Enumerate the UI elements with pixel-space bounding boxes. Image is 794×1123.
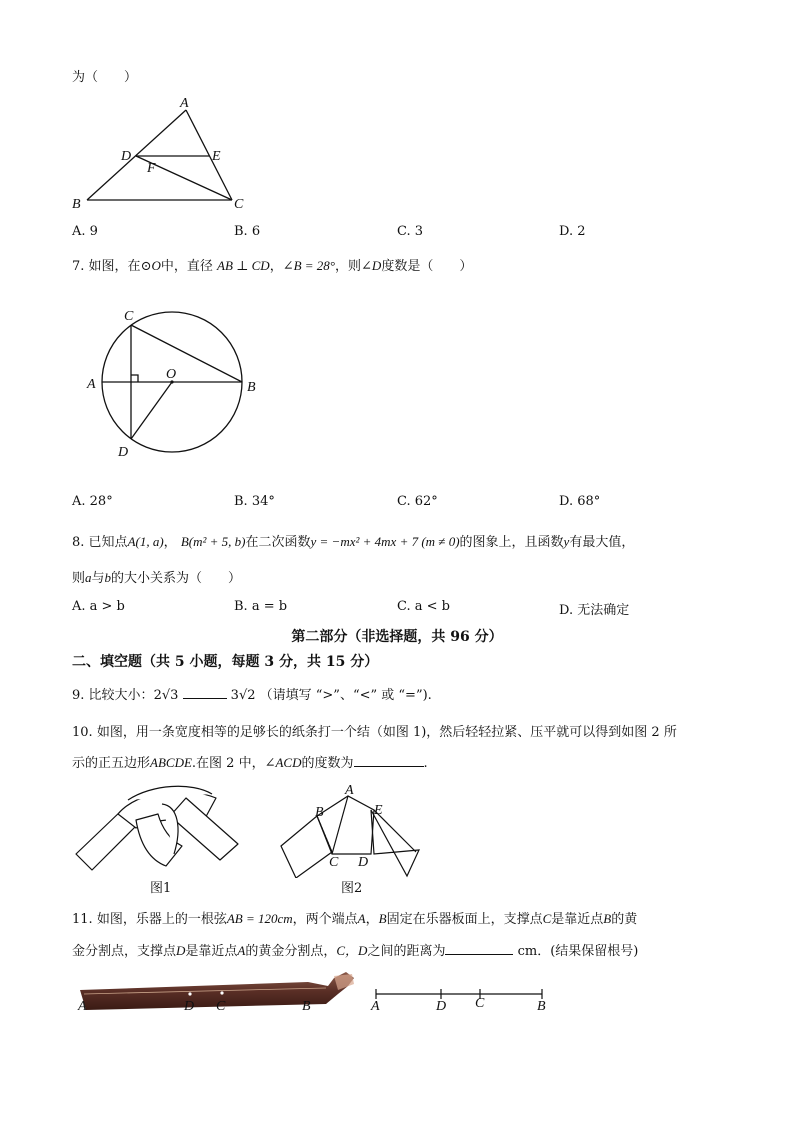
q6-label-f: F — [147, 161, 156, 176]
q7-option-c[interactable]: C. 62° — [397, 494, 438, 509]
q11-stem-line1: 11. 如图，乐器上的一根弦AB = 120cm，两个端点A，B固定在乐器板面上，支撑点C是靠近点B的黄 — [72, 911, 638, 927]
q7-circle-figure — [80, 298, 270, 463]
q10-angle: ∠ACD — [264, 755, 302, 770]
q9-number: 9. — [72, 688, 85, 703]
q7-option-d[interactable]: D. 68° — [559, 494, 601, 509]
q7-label-o: O — [166, 367, 177, 382]
q8-option-c[interactable]: C. a < b — [397, 599, 450, 614]
section2-title: 二、填空题（共 5 小题，每题 3 分，共 15 分） — [72, 654, 379, 670]
zither-label-c: C — [216, 999, 226, 1014]
q8-stem-line2: 则a与b的大小关系为（ ） — [72, 570, 242, 586]
q7-label-d: D — [118, 445, 129, 460]
q10-knot-figure — [66, 780, 250, 876]
q8-stem-line1: 8. 已知点A(1, a)， B(m² + 5, b)在二次函数y = −mx² + 4mx + 7 (m ≠ 0)的图象上，且函数y有最大值， — [72, 534, 635, 550]
segment-label-a: A — [371, 999, 380, 1014]
q6-option-c[interactable]: C. 3 — [397, 224, 424, 239]
q6-label-e: E — [212, 149, 221, 164]
q7-number: 7. — [72, 259, 85, 274]
q10-pentagon: ABCDE — [150, 755, 192, 770]
q9-left-expr: 2√3 — [153, 688, 179, 703]
q10-fig2-label-b: B — [315, 805, 324, 820]
segment-label-b: B — [537, 999, 546, 1014]
q6-label-a: A — [180, 96, 189, 111]
q10-pentagon-figure — [276, 782, 424, 878]
q8-number: 8. — [72, 535, 85, 550]
zither-instrument-image — [76, 964, 360, 1016]
q10-fig2-label-d: D — [358, 855, 369, 870]
q6-stem-tail: 为（ ） — [72, 70, 138, 85]
q6-option-a[interactable]: A. 9 — [72, 224, 98, 239]
q7-angle-b: ∠B = 28° — [282, 258, 336, 273]
q6-triangle-figure — [66, 92, 266, 216]
q11-segment-diagram — [366, 984, 556, 1014]
q7-label-c: C — [124, 309, 134, 324]
q7-label-b: B — [247, 380, 256, 395]
q7-option-a[interactable]: A. 28° — [72, 494, 113, 509]
q7-stem: 7. 如图，在⊙O中，直径 AB ⊥ CD，∠B = 28°，则∠D度数是（ ） — [72, 258, 473, 274]
q6-option-b[interactable]: B. 6 — [234, 224, 261, 239]
q10-fig2-label-e: E — [374, 803, 383, 818]
zither-label-d: D — [184, 999, 195, 1014]
q6-label-b: B — [72, 197, 81, 212]
q11-stem-line2: 金分割点，支撑点D是靠近点A的黄金分割点，C，D之间的距离为 cm．(结果保留根号) — [72, 943, 639, 959]
zither-label-b: B — [302, 999, 311, 1014]
q10-fig2-label-a: A — [345, 783, 354, 798]
q9-right-expr: 3√2 — [230, 688, 256, 703]
q6-option-d[interactable]: D. 2 — [559, 224, 586, 239]
segment-label-d: D — [436, 999, 447, 1014]
q6-label-c: C — [234, 197, 244, 212]
q8-point-b: B(m² + 5, b) — [180, 534, 246, 549]
circle-symbol: ⊙ — [140, 259, 152, 274]
part2-title: 第二部分（非选择题，共 96 分） — [291, 629, 503, 645]
q10-stem-line2: 示的正五边形ABCDE.在图 2 中，∠ACD的度数为 . — [72, 755, 428, 771]
zither-label-a: A — [78, 999, 87, 1014]
q10-number: 10. — [72, 725, 93, 740]
segment-label-c: C — [475, 996, 485, 1011]
q10-stem-line1: 10. 如图，用一条宽度相等的足够长的纸条打一个结（如图 1)，然后轻轻拉紧、压平就可以得到如图 2 所 — [72, 725, 677, 740]
q8-point-a: A(1, a) — [127, 534, 164, 549]
q8-function: y = −mx² + 4mx + 7 (m ≠ 0) — [310, 534, 460, 549]
q10-answer-blank[interactable] — [354, 766, 424, 767]
q9-answer-blank[interactable] — [183, 698, 227, 699]
q7-perp-expr: AB ⊥ CD — [217, 258, 270, 273]
q8-option-a[interactable]: A. a > b — [72, 599, 125, 614]
q11-number: 11. — [72, 912, 93, 927]
q11-length: AB = 120cm — [226, 911, 293, 926]
q9-stem: 9. 比较大小：2√3 3√2 （请填写 “>”、“<” 或 “=”). — [72, 688, 432, 703]
q7-option-b[interactable]: B. 34° — [234, 494, 275, 509]
q8-option-d[interactable]: D. 无法确定 — [559, 603, 630, 618]
q8-option-b[interactable]: B. a = b — [234, 599, 288, 614]
q7-label-a: A — [87, 377, 96, 392]
q10-fig2-label-c: C — [329, 855, 339, 870]
q10-fig2-caption: 图2 — [341, 881, 363, 896]
q10-fig1-caption: 图1 — [150, 881, 172, 896]
q6-label-d: D — [121, 149, 132, 164]
q11-answer-blank[interactable] — [445, 954, 513, 955]
